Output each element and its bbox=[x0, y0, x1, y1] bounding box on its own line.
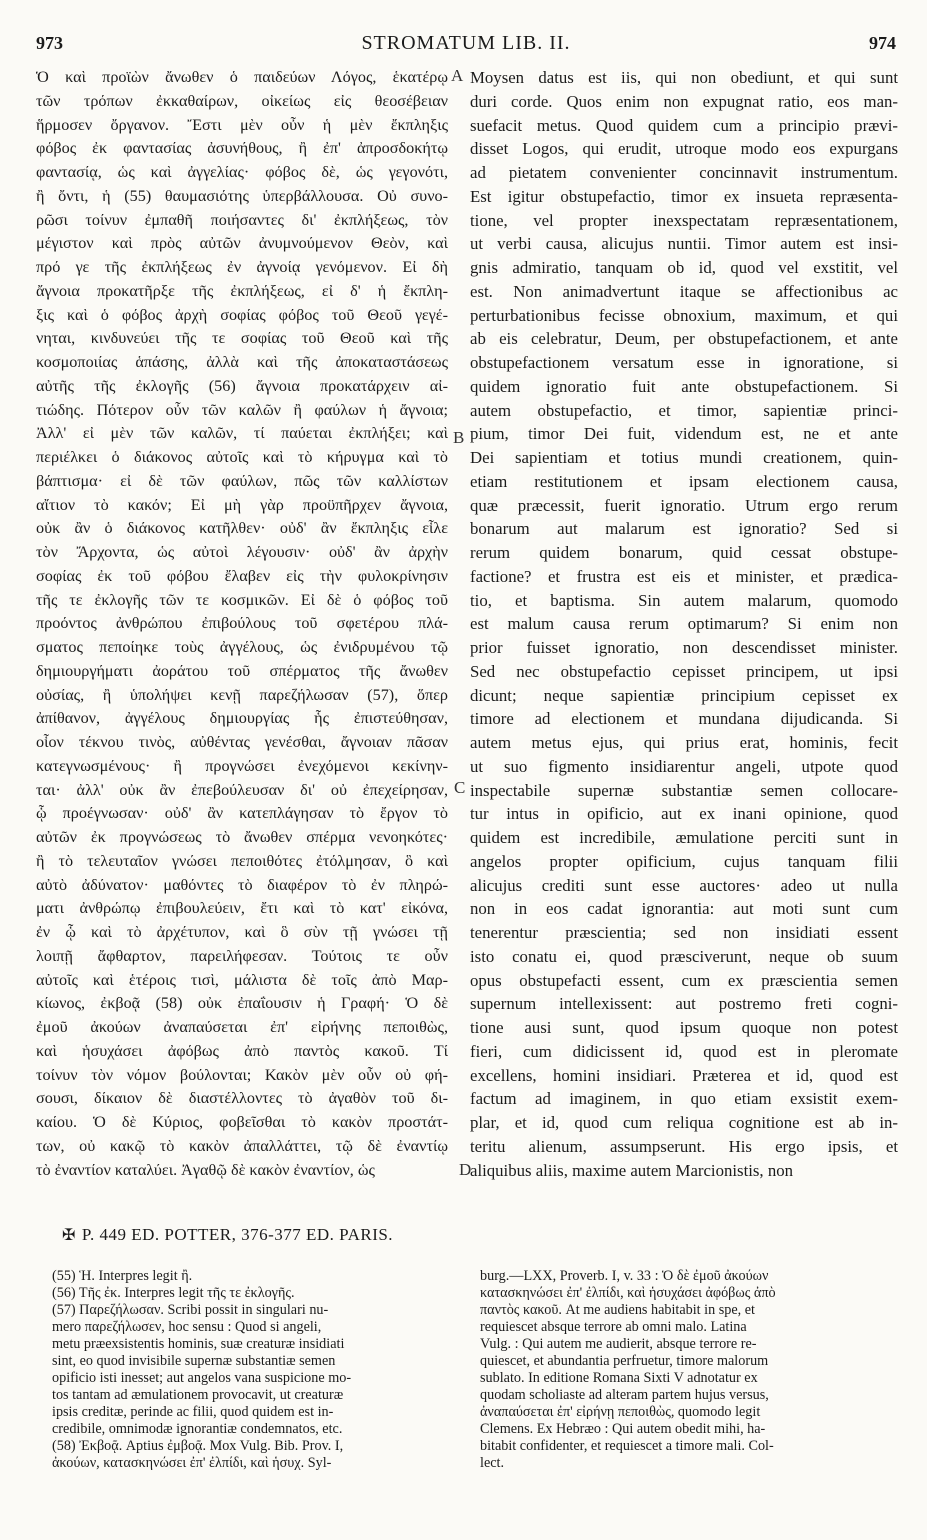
cross-symbol-icon: ✠ bbox=[62, 1227, 76, 1244]
greek-text-line: ται· ἀλλ' οὐκ ἂν ἐπεβούλευσαν δι' οὐ ἐπεχείρησαν, bbox=[36, 780, 448, 799]
greek-text-line: μέγιστον καὶ πρὸς αὐτῶν ἀνυμνούμενον Θεὸν, καὶ bbox=[36, 234, 448, 253]
latin-text-line: quidem ignoratio fuit ante obstupefactionem. Si bbox=[470, 376, 898, 396]
latin-text-line: ad pietatem convenienter concinnavit instrumentum. bbox=[470, 163, 898, 182]
latin-text-line: autem obstupefactio, et timor, sapientiæ princi- bbox=[470, 400, 898, 420]
greek-text-line: λοιπῇ ἄφθαρτον, παρειλήφεσαν. Τούτοις τε οὖν bbox=[36, 946, 448, 965]
greek-text-line: ἢ ὄντι, ἡ (55) θαυμασιότης ὑπερβάλλουσα. Οὐ συνο- bbox=[36, 186, 448, 205]
latin-text-line: ut verbi causa, alicujus nuntii. Timor autem est insi- bbox=[470, 234, 898, 254]
greek-text-line: ἐν ᾧ καὶ τὸ ἀρχέτυπον, καὶ ὃ σὺν τῇ γνώσει τῇ bbox=[36, 923, 448, 941]
greek-text-line: κατεγνωσμένους· ἢ προγνώσει ἐνεχόμενοι κεκίνην- bbox=[36, 756, 448, 775]
latin-text-line: opus obstupefacti essent, cum ex præscientia semen bbox=[470, 970, 898, 990]
greek-text-line: δημιουργήματι ἀοράτου τοῦ σπέρματος τῆς ἄνωθεν bbox=[36, 661, 448, 680]
latin-text-line: Moysen datus est iis, qui non obediunt, et qui sunt bbox=[470, 68, 898, 87]
footnote-line: sint, eo quod invisibile supernæ substantiæ semen bbox=[52, 1353, 336, 1369]
footnote-line: lect. bbox=[480, 1455, 505, 1471]
greek-text-line: ρῶσι τοίνυν ἐμπαθῆ ποιήσαντες δι' ἐκπλήξεως, τὸν bbox=[36, 210, 448, 229]
greek-text-line: ματι ἀνθρώπῳ ἐπιβουλεύειν, ἔτι καὶ τὸ κατ' εἰκόνα, bbox=[36, 899, 448, 918]
greek-text-line: Ἀλλ' εἰ μὲν τῶν καλῶν, τί παύεται ἐκπλήξει; καὶ bbox=[36, 424, 448, 443]
latin-text-line: inspectabile supernæ substantiæ semen collocare- bbox=[470, 780, 898, 800]
footnotes-right bbox=[480, 1268, 900, 1472]
greek-text-line: ἄγνοια προκατῆρξε τῆς ἐκπλήξεως, εἰ δ' ἡ ἔκπλη- bbox=[36, 281, 448, 300]
margin-marker-a: A bbox=[451, 66, 464, 85]
greek-text-line: αὐτοῖς καὶ ἑτέροις τισὶ, μάλιστα δὲ τοῖς ἀπὸ Μαρ- bbox=[36, 970, 448, 989]
greek-text-line: Ὁ καὶ προϊὼν ἄνωθεν ὁ παιδεύων Λόγος, ἑκατέρῳ bbox=[36, 68, 448, 86]
greek-text-line: ἐμοῦ ἀκούων ἀναπαύσεται ἐπ' εἰρήνης πεποιθὼς, bbox=[36, 1018, 448, 1036]
footnote-line: mero παρεζήλωσεν, hoc sensu : Quod si angeli, bbox=[52, 1319, 322, 1335]
greek-text-line: αὐτῆς τῆς ἐκλογῆς (56) ἄγνοια προκατάρχειν αἰ- bbox=[36, 376, 448, 395]
greek-column bbox=[36, 66, 448, 1182]
latin-text-line: isto conatu ei, quod præsciverunt, neque ob suum bbox=[470, 946, 898, 966]
footnote-line: metu præexsistentis hominis, suæ creaturæ insidiati bbox=[52, 1336, 345, 1352]
footnote-line: (56) Τῆς ἐκ. Interpres legit τῆς τε ἐκλογῆς. bbox=[52, 1285, 295, 1301]
greek-text-line: σματος πεποίηκε τοὺς ἀγγέλους, ὡς ἐνιδρυμένου τῷ bbox=[36, 638, 448, 656]
footnote-line: ipsis creditæ, perinde ac filii, quod quidem est in- bbox=[52, 1404, 334, 1420]
greek-text-line: ἀπίθανον, ἀγγέλους δημιουργίας ἧς ἐπιστεύθησαν, bbox=[36, 709, 448, 728]
greek-text-line: σοφίας ἐκ τοῦ φόβου ἔλαβεν εἰς τὴν φυλοκρίνησιν bbox=[36, 566, 448, 585]
greek-text-line: ἢ τὸ τελευταῖον γνώσει πεποιθότες ἐτόλμησαν, ὃ καὶ bbox=[36, 851, 448, 870]
latin-text-line: tio, et baptisma. Sin autem malarum, quomodo bbox=[470, 590, 898, 610]
footnote-line: credibile, omnimodæ ignorantiæ condemnatos, etc. bbox=[52, 1421, 343, 1437]
latin-text-line: alicujus crediti sunt esse auctores· adeo ut nulla bbox=[470, 875, 898, 895]
greek-text-line: κίωνος, ἐκβοᾷ (58) οὐκ ἐπαΐουσιν ἡ Γραφή· Ὁ δὲ bbox=[36, 994, 448, 1013]
footnote-line: burg.—LXX, Proverb. I, v. 33 : Ὁ δὲ ἐμοῦ ἀκούων bbox=[480, 1268, 769, 1284]
footnotes-left bbox=[52, 1268, 457, 1472]
latin-text-line: quæ præcessit, fuerit ignoratio. Utrum ergo rerum bbox=[470, 495, 898, 515]
latin-text-line: factum ad imaginem, in quo etiam exsistit exem- bbox=[470, 1089, 898, 1109]
latin-text-line: teritu alienum, assumpserunt. His ergo ipsis, et bbox=[470, 1136, 898, 1156]
page-header bbox=[36, 28, 896, 58]
footnote-line: ἀναπαύσεται ἐπ' εἰρήνῃ πεποιθὼς, quomodo legit bbox=[480, 1404, 761, 1420]
latin-text-line: est malum causa rerum optimarum? Si enim non bbox=[470, 614, 898, 634]
latin-text-line: rerum quidem bonarum, quid cessat obstupe- bbox=[470, 543, 898, 562]
footnote-line: sublato. In editione Romana Sixti V adnotatur ex bbox=[480, 1370, 758, 1386]
greek-text-line: σουσι, δίκαιον δὲ διαστέλλοντες τὸ ἀγαθὸν τοῦ δι- bbox=[36, 1089, 448, 1108]
margin-marker-b: B bbox=[453, 428, 465, 447]
greek-text-line: αὐτῶν ἐκ προγνώσεως τὸ ἄνωθεν σπέρμα νενοηκότες· bbox=[36, 828, 448, 846]
greek-text-line: ᾧ προέγνωσαν· οὐδ' ἂν κατεπλάγησαν τὸ ἔργον τὸ bbox=[36, 804, 448, 823]
latin-text-line: ut suo figmento insidiarentur angeli, utpote quod bbox=[470, 756, 898, 776]
latin-text-line: pium, timor Dei fuit, videndum est, ne et ante bbox=[470, 424, 898, 444]
margin-marker-c: C bbox=[454, 778, 466, 797]
greek-text-line: καὶ ἡσυχάσει ἀφόβως ἀπὸ παντὸς κακοῦ. Τί bbox=[36, 1041, 448, 1060]
greek-text-line: τὸν Ἄρχοντα, ὡς αὐτοὶ λέγουσιν· οὐδ' ἂν ἀρχὴν bbox=[36, 543, 448, 561]
latin-text-line: tenerentur præscientia; sed non insidiati essent bbox=[470, 923, 898, 942]
footnote-line: ἀκούων, κατασκηνώσει ἐπ' ἐλπίδι, καὶ ἡσυχ. Syl- bbox=[52, 1455, 332, 1471]
footnote-line: (55) Ἡ. Interpres legit ἢ. bbox=[52, 1268, 193, 1284]
latin-text-line: obstupefactionem versatum esse in ignoratione, si bbox=[470, 353, 898, 372]
footnote-line: tos tantam ad æmulationem provocavit, ut creaturæ bbox=[52, 1387, 344, 1403]
greek-text-line: τὸ ἐναντίον καταλύει. Ἀγαθῷ δὲ κακὸν ἐναντίον, ὡς bbox=[36, 1160, 375, 1179]
latin-text-line: duri corde. Quos enim non expugnat ratio, eos man- bbox=[470, 91, 898, 111]
latin-text-line: timore ad electionem et mundana dijudicanda. Si bbox=[470, 709, 898, 729]
latin-text-line: etiam restitutionem et ipsam electionem causa, bbox=[470, 471, 898, 491]
footnote-line: Clemens. Ex Hebræo : Qui autem obedit mihi, ha- bbox=[480, 1421, 766, 1437]
latin-text-line: tione, vel propter inexspectatam repræsentationem, bbox=[470, 210, 898, 230]
footnote-line: κατασκηνώσει ἐπ' ἐλπίδι, καὶ ἡσυχάσει ἀφόβως ἀπὸ bbox=[480, 1285, 776, 1301]
greek-text-line: νηται, κινδυνεύει τῆς τε σοφίας τοῦ Θεοῦ καὶ τῆς bbox=[36, 329, 448, 348]
footnote-line: quodam scholiaste ad alteram partem hujus versus, bbox=[480, 1387, 769, 1403]
greek-text-line: αὐτὸ ἀδύνατον· μαθόντες τὸ διαφέρον τὸ ἐν πληρώ- bbox=[36, 875, 448, 894]
margin-marker-d: D bbox=[459, 1160, 472, 1179]
greek-text-line: περιέλκει ὁ διάκονος αὐτοῖς καὶ τὸ κήρυγμα καὶ τὸ bbox=[36, 448, 448, 466]
footnote-line: παντὸς κακοῦ. At me audiens habitabit in spe, et bbox=[480, 1302, 755, 1318]
greek-text-line: πρό γε τῆς ἐκπλήξεως ἐν ἀγνοίᾳ γενόμενον. Εἰ δὴ bbox=[36, 258, 448, 276]
greek-text-line: ἥρμοσεν ὄργανον. Ἔστι μὲν οὖν ἡ μὲν ἔκπληξις bbox=[36, 115, 448, 134]
latin-text-line: fieri, cum didicissent id, quod est in pleromate bbox=[470, 1041, 898, 1061]
latin-text-line: aliquibus aliis, maxime autem Marcionistis, non bbox=[470, 1160, 793, 1180]
latin-text-line: factione? et frustra est eis et minister, et prædica- bbox=[470, 566, 898, 586]
greek-text-line: ξις καὶ ὁ φόβος ἀρχὴ σοφίας φόβος τοῦ Θεοῦ γεγέ- bbox=[36, 305, 448, 324]
latin-text-line: tur intus in opificio, aut ex inani opinione, quod bbox=[470, 804, 898, 824]
left-page-number: 973 bbox=[36, 32, 63, 53]
latin-text-line: quidem est incredibile, æmulatione perciti sunt in bbox=[470, 828, 898, 847]
latin-text-line: ab eis celebratur, Deum, per obstupefactionem, et ante bbox=[470, 329, 898, 349]
greek-text-line: οἷον τέκνου τινὸς, αὐθέντας γενέσθαι, ἄγνοιαν πᾶσαν bbox=[36, 733, 448, 751]
edition-reference bbox=[62, 1225, 393, 1245]
footnote-line: (57) Παρεζήλωσαν. Scribi possit in singulari nu- bbox=[52, 1302, 329, 1318]
footnote-line: (58) Ἐκβοᾷ. Aptius ἐμβοᾷ. Mox Vulg. Bib. Prov. I, bbox=[52, 1438, 344, 1454]
latin-column bbox=[470, 66, 898, 1182]
right-page-number: 974 bbox=[869, 32, 896, 53]
greek-text-line: τῆς τε ἐκλογῆς τῶν τε κοσμικῶν. Εἰ δὲ ὁ φόβος τοῦ bbox=[36, 590, 448, 609]
running-title: STROMATUM LIB. II. bbox=[361, 31, 571, 54]
latin-text-line: autem metus ejus, qui prius erat, hominis, fecit bbox=[470, 733, 898, 752]
greek-text-line: φόβος ἐκ φαντασίας ἀσυνήθους, ἢ ἐπ' ἀπροσδοκήτῳ bbox=[36, 139, 448, 158]
latin-text-line: est. Non animadvertunt itaque se affectionibus ac bbox=[470, 281, 898, 301]
footnote-line: Vulg. : Qui autem me audierit, absque terrore re- bbox=[480, 1336, 757, 1352]
latin-text-line: disset Logos, qui erudit, utroque modo eos expurgans bbox=[470, 139, 898, 159]
latin-text-line: angelos propter opificium, cujus tanquam filii bbox=[470, 851, 898, 871]
latin-text-line: perturbationibus fecisse obnoxium, maximum, et qui bbox=[470, 305, 898, 325]
greek-text-line: τιώδης. Πότερον οὖν τῶν καλῶν ἢ φαύλων ἡ ἄγνοια; bbox=[36, 400, 448, 419]
latin-text-line: Sed nec obstupefactio cepisset principem, ut ipsi bbox=[470, 661, 898, 681]
latin-text-line: tione ausi sunt, quod ipsum quoque non potest bbox=[470, 1018, 898, 1037]
latin-text-line: Dei sapientiam et totius mundi creationem, quin- bbox=[470, 448, 898, 467]
footnote-line: bitabit confidenter, et requiescet a timore mali. Col- bbox=[480, 1438, 774, 1454]
greek-text-line: οὐσίας, ἢ ὑπολήψει κενῇ παρεζήλωσαν (57), ὅπερ bbox=[36, 685, 448, 704]
greek-text-line: κοσμοποιίας ἁπάσης, ἀλλὰ καὶ τῆς ἀποκαταστάσεως bbox=[36, 353, 448, 371]
edition-reference-text: P. 449 ED. POTTER, 376-377 ED. PARIS. bbox=[81, 1225, 394, 1244]
footnote-line: quiescet, et abundantia perfruetur, timore malorum bbox=[480, 1353, 769, 1369]
greek-text-line: τοίνυν τὸν νόμον βούλονται; Κακὸν μὲν οὖν οὐ φή- bbox=[36, 1065, 448, 1084]
greek-text-line: φαντασίᾳ, ὡς καὶ ἀγγελίας· φόβος δὲ, ὡς γεγονότι, bbox=[36, 163, 448, 181]
latin-text-line: bonarum aut malarum est ignoratio? Sed si bbox=[470, 519, 898, 539]
latin-text-line: excellens, homini insidiari. Præterea et id, quod est bbox=[470, 1065, 898, 1085]
latin-text-line: Est igitur obstupefactio, timor ex insueta repræsenta- bbox=[470, 186, 898, 206]
greek-text-line: τῶν τρόπων ἐκκαθαίρων, οἰκείως εἰς θεοσέβειαν bbox=[36, 91, 448, 110]
greek-text-line: βάπτισμα· εἰ δὲ τῶν φαύλων, πῶς τῶν καλλίστων bbox=[36, 471, 448, 490]
latin-text-line: plar, et id, quod cum reliqua cognitione est ab in- bbox=[470, 1113, 898, 1132]
footnote-line: opificio isti inesset; aut angelos vana suspicione mo- bbox=[52, 1370, 352, 1386]
greek-text-line: αἴτιον τὸ κακόν; Εἰ μὴ γὰρ προϋπῆρχεν ἄγνοια, bbox=[36, 495, 448, 514]
latin-text-line: supernum intellexissent: aut postremo freti cogni- bbox=[470, 994, 898, 1014]
footnote-line: requiescet absque terrore ab omni malo. Latina bbox=[480, 1319, 747, 1335]
greek-text-line: των, οὐ κακῷ τὸ κακὸν ἀπαλλάττει, τῷ δὲ ἐναντίῳ bbox=[36, 1136, 448, 1155]
latin-text-line: dicunt; neque sapientiæ principium cepisset ex bbox=[470, 685, 898, 705]
greek-text-line: οὐκ ἂν ὁ διάκονος κατῆλθεν· οὐδ' ἂν ἔκπληξις εἷλε bbox=[36, 519, 448, 538]
latin-text-line: gnis admiratio, tanquam ob id, quod vel exstitit, vel bbox=[470, 258, 898, 277]
latin-text-line: non in eos cadat ignorantia: aut moti sunt cum bbox=[470, 899, 898, 919]
latin-text-line: prior fuisset ignoratio, non descendisset minister. bbox=[470, 638, 898, 657]
greek-text-line: προόντος ἀνθρώπου ἐπιβούλους τοῦ σφετέρου πλά- bbox=[36, 614, 448, 633]
greek-text-line: καίου. Ὁ δὲ Κύριος, φοβεῖσθαι τὸ κακὸν προστάτ- bbox=[36, 1113, 448, 1131]
latin-text-line: suefacit metus. Quod quidem cum a principio prævi- bbox=[470, 115, 898, 135]
